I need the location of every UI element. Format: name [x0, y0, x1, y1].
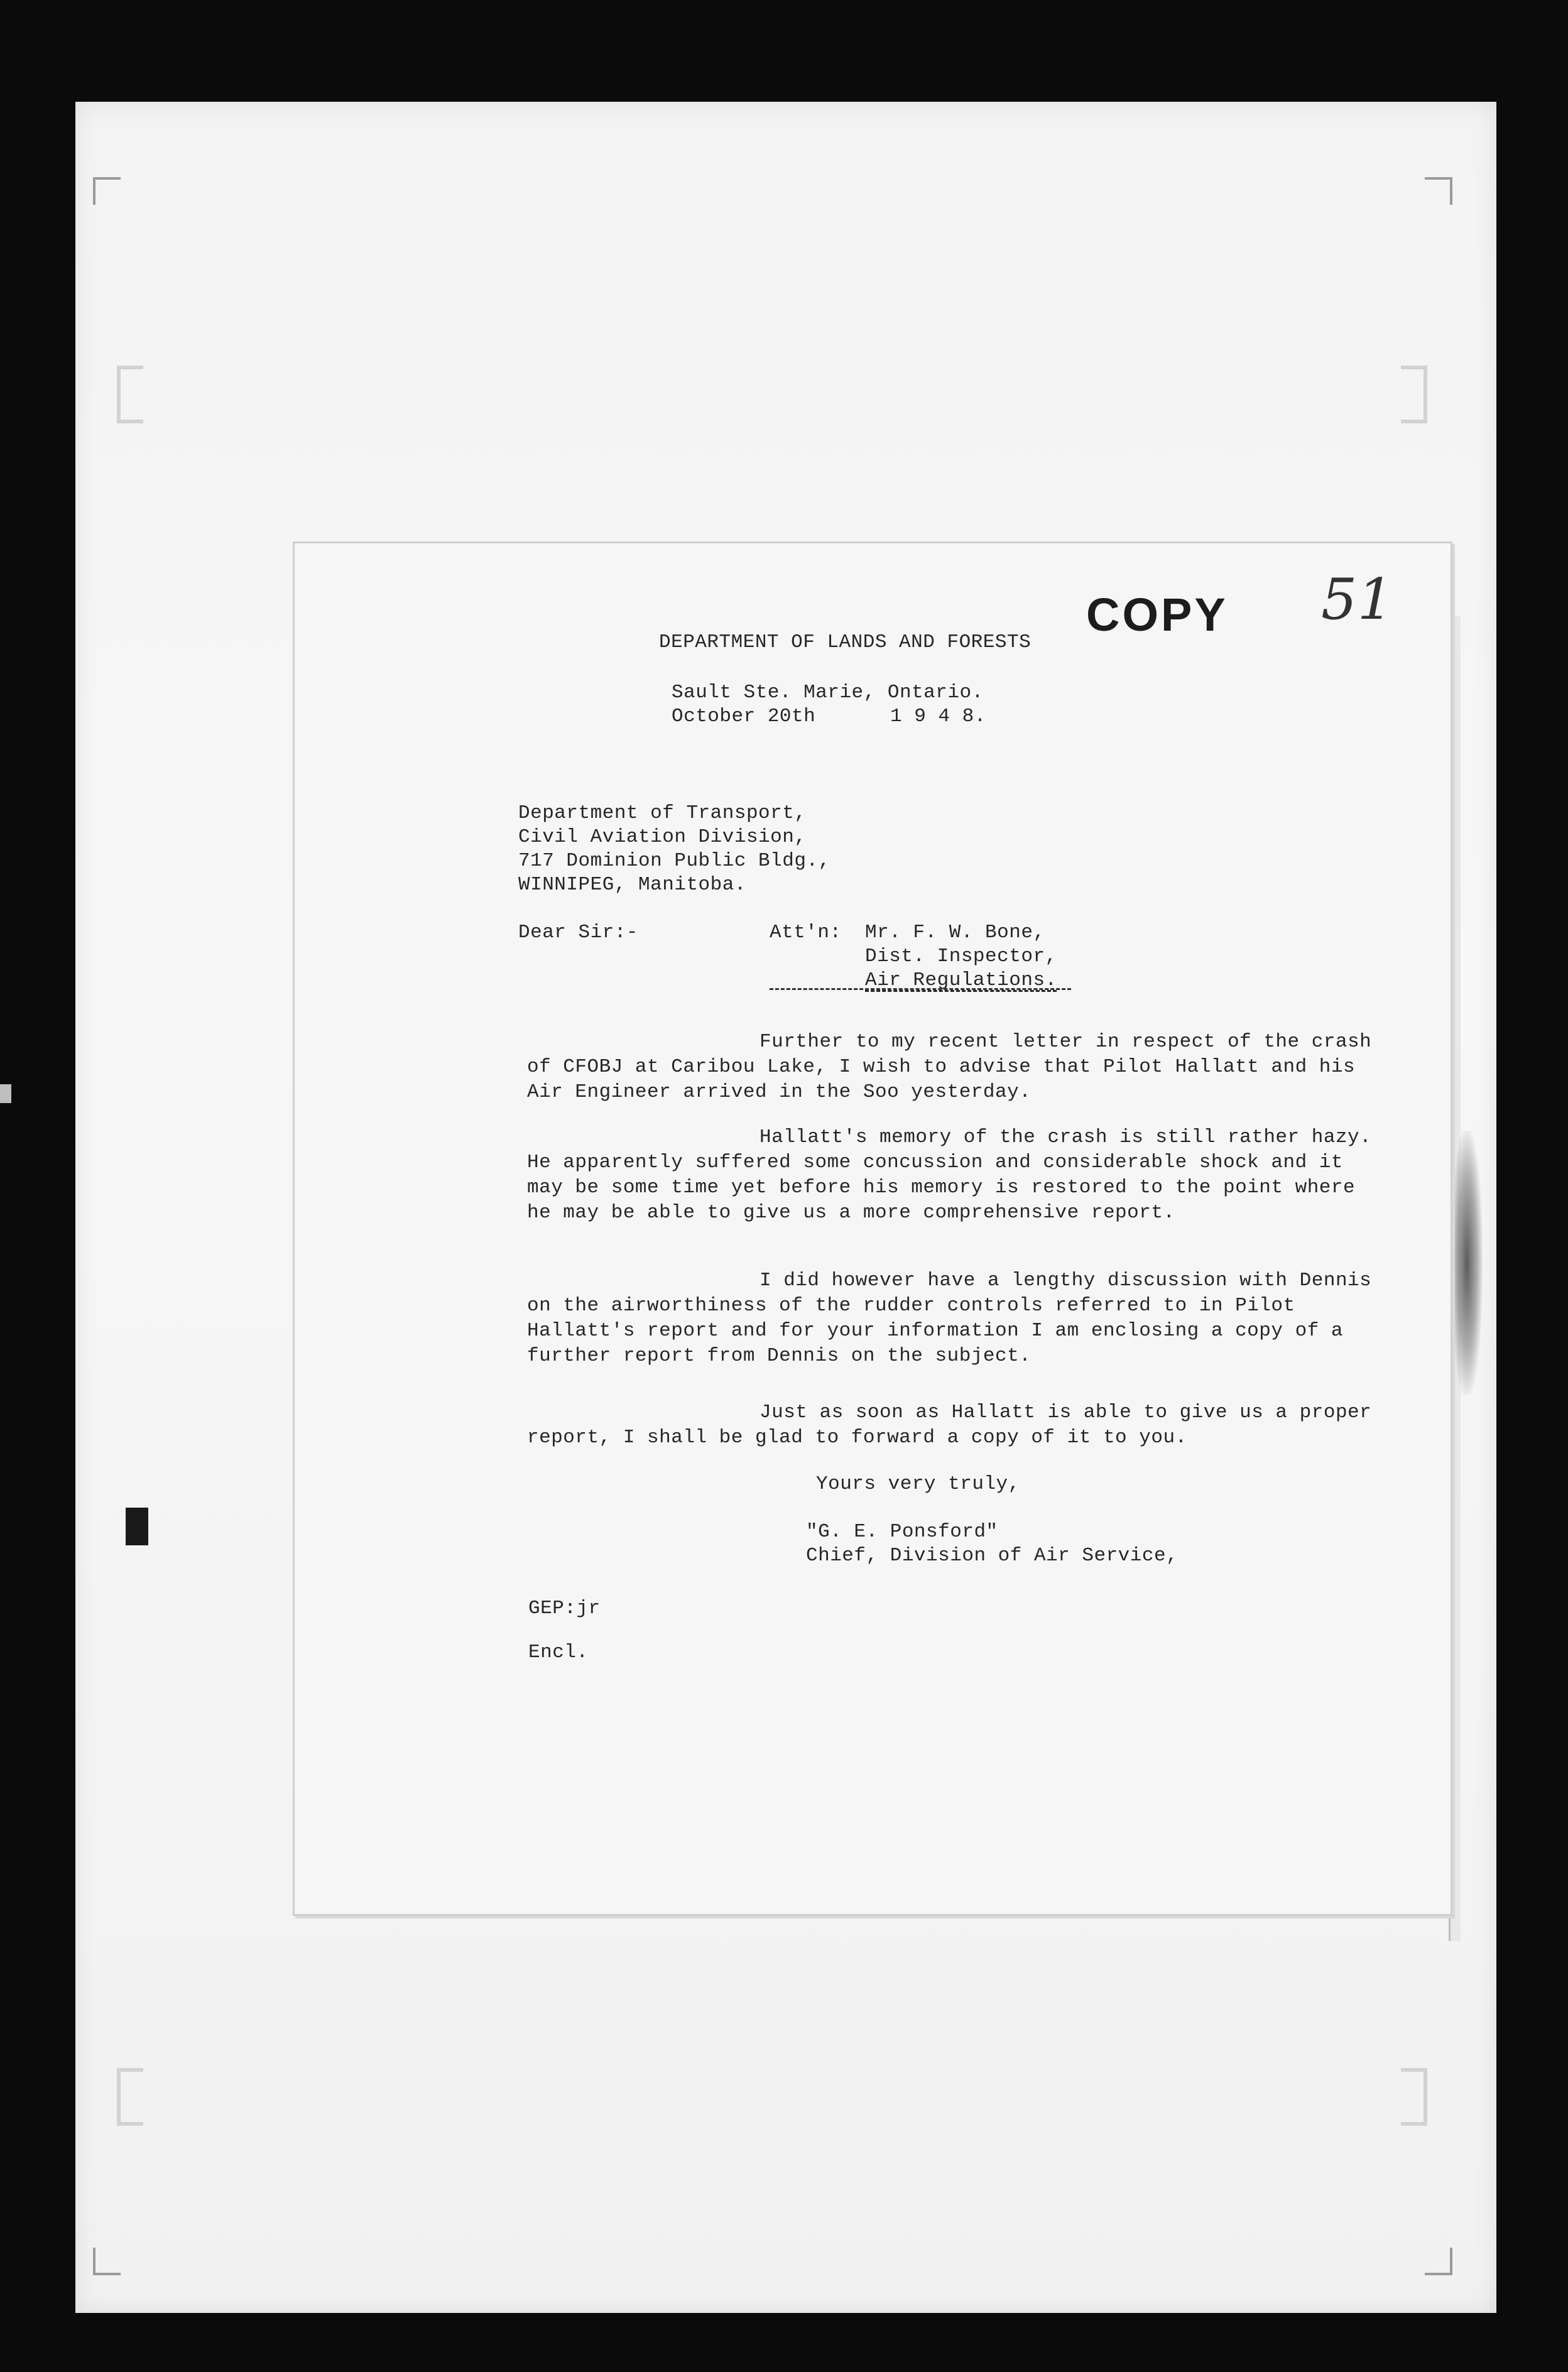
complimentary-close: Yours very truly,: [816, 1473, 1020, 1495]
attention-label: Att'n:: [770, 922, 842, 944]
binding-mark: [126, 1508, 148, 1545]
edge-mark: [0, 1084, 11, 1103]
signer-title: Chief, Division of Air Service,: [806, 1545, 1179, 1567]
letter-sheet: [293, 541, 1452, 1916]
attention-dept: Air Regulations.: [865, 969, 1057, 991]
letterhead-date-day: October 20th: [672, 705, 816, 727]
crop-mark-top-left: [93, 177, 121, 205]
letterhead-place: Sault Ste. Marie, Ontario.: [672, 682, 984, 704]
frame-bracket-left-top: [117, 366, 143, 423]
frame-bracket-left-bottom: [117, 2068, 143, 2126]
recipient-line-4: WINNIPEG, Manitoba.: [518, 874, 746, 896]
salutation: Dear Sir:-: [518, 922, 639, 944]
enclosure-note: Encl.: [528, 1641, 589, 1663]
body-paragraph-2: Hallatt's memory of the crash is still rather hazy. He apparently suffered some concussion and considerable shock and it may be some time yet before his memory is restored to the point where he may be able to give us a more comprehensive report.: [527, 1126, 1372, 1224]
attention-underline: [770, 988, 1071, 990]
recipient-line-3: 717 Dominion Public Bldg.,: [518, 850, 830, 872]
handwritten-page-number: 51: [1321, 567, 1394, 633]
frame-bracket-right-top: [1401, 366, 1427, 423]
crop-mark-top-right: [1425, 177, 1452, 205]
letterhead-date-year: 1 9 4 8.: [890, 705, 986, 727]
recipient-line-2: Civil Aviation Division,: [518, 826, 807, 848]
reference-initials: GEP:jr: [528, 1597, 601, 1619]
copy-stamp: COPY: [1086, 589, 1228, 641]
letterhead-department: DEPARTMENT OF LANDS AND FORESTS: [659, 631, 1032, 653]
signature-name: "G. E. Ponsford": [806, 1521, 998, 1543]
attention-title: Dist. Inspector,: [865, 945, 1057, 967]
recipient-line-1: Department of Transport,: [518, 802, 807, 824]
frame-bracket-right-bottom: [1401, 2068, 1427, 2126]
crop-mark-bottom-left: [93, 2248, 121, 2275]
ink-smudge: [1451, 1131, 1483, 1395]
crop-mark-bottom-right: [1425, 2248, 1452, 2275]
attention-name: Mr. F. W. Bone,: [865, 922, 1045, 944]
body-paragraph-3: I did however have a lengthy discussion with Dennis on the airworthiness of the rudder controls referred to in Pilot Hallatt's report and for your information I am enclosing a copy of a further report from Dennis on the subject.: [527, 1270, 1372, 1367]
body-paragraph-4: Just as soon as Hallatt is able to give us a proper report, I shall be glad to forward a copy of it to you.: [527, 1401, 1372, 1449]
body-paragraph-1: Further to my recent letter in respect of the crash of CFOBJ at Caribou Lake, I wish to advise that Pilot Hallatt and his Air Engineer arrived in the Soo yesterday.: [527, 1031, 1372, 1103]
